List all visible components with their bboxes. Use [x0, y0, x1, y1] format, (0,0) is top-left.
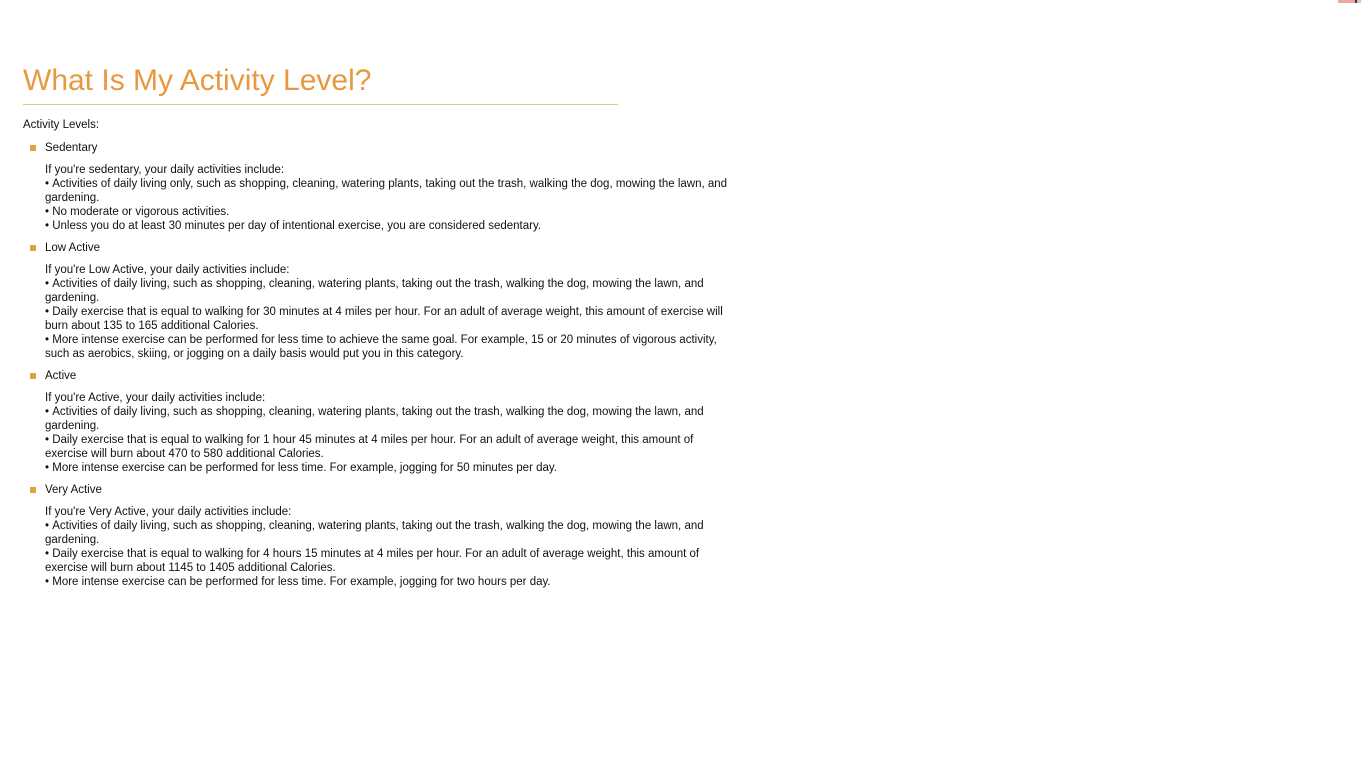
activity-section — [23, 141, 733, 233]
section-lead: If you're Low Active, your daily activities include: — [45, 264, 290, 276]
section-heading — [23, 483, 733, 497]
bullet-line: • No moderate or vigorous activities. — [45, 205, 733, 219]
section-label: Sedentary — [45, 142, 98, 154]
section-lead: If you're Active, your daily activities include: — [45, 392, 266, 404]
bullet-line: • More intense exercise can be performed for less time to achieve the same goal. For example, 15 or 20 minutes of vigorous activity, such as aerobics, skiing, or jogging on a daily basis would put you in this category. — [45, 333, 733, 361]
section-body — [45, 163, 733, 233]
activity-section — [23, 369, 733, 475]
bullet-line: • Daily exercise that is equal to walking for 30 minutes at 4 miles per hour. For an adult of average weight, this amount of exercise will burn about 135 to 165 additional Calories. — [45, 305, 733, 333]
square-bullet-icon — [30, 145, 36, 151]
section-heading — [23, 369, 733, 383]
bullet-line: • Unless you do at least 30 minutes per day of intentional exercise, you are considered sedentary. — [45, 219, 733, 233]
square-bullet-icon — [30, 487, 36, 493]
bullet-line: • More intense exercise can be performed for less time. For example, jogging for two hours per day. — [45, 575, 733, 589]
fragment-salmon-bar — [1338, 0, 1355, 3]
page-title: What Is My Activity Level? — [23, 64, 618, 105]
activity-level-sections — [23, 141, 733, 589]
bullet-line: • Daily exercise that is equal to walking for 1 hour 45 minutes at 4 miles per hour. For an adult of average weight, this amount of exercise will burn about 470 to 580 additional Calories. — [45, 433, 733, 461]
window-edge-fragment — [1338, 0, 1361, 3]
activity-section — [23, 483, 733, 589]
section-body — [45, 391, 733, 475]
section-lead: If you're Very Active, your daily activities include: — [45, 506, 292, 518]
bullet-line: • Activities of daily living only, such as shopping, cleaning, watering plants, taking out the trash, walking the dog, mowing the lawn, and gardening. — [45, 177, 733, 205]
section-label: Very Active — [45, 484, 102, 496]
bullet-line: • Activities of daily living, such as shopping, cleaning, watering plants, taking out the trash, walking the dog, mowing the lawn, and gardening. — [45, 277, 733, 305]
bullet-line: • Activities of daily living, such as shopping, cleaning, watering plants, taking out the trash, walking the dog, mowing the lawn, and gardening. — [45, 519, 733, 547]
square-bullet-icon — [30, 245, 36, 251]
section-label: Low Active — [45, 242, 100, 254]
square-bullet-icon — [30, 373, 36, 379]
section-body — [45, 505, 733, 589]
fragment-gray-tick — [1357, 0, 1361, 3]
bullet-line: • Activities of daily living, such as shopping, cleaning, watering plants, taking out the trash, walking the dog, mowing the lawn, and gardening. — [45, 405, 733, 433]
section-heading — [23, 141, 733, 155]
section-heading — [23, 241, 733, 255]
section-body — [45, 263, 733, 361]
bullet-line: • More intense exercise can be performed for less time. For example, jogging for 50 minutes per day. — [45, 461, 733, 475]
intro-text: Activity Levels: — [23, 119, 100, 131]
activity-section — [23, 241, 733, 361]
help-content — [23, 64, 733, 597]
bullet-line: • Daily exercise that is equal to walking for 4 hours 15 minutes at 4 miles per hour. For an adult of average weight, this amount of exercise will burn about 1145 to 1405 additional Calories. — [45, 547, 733, 575]
section-lead: If you're sedentary, your daily activities include: — [45, 164, 285, 176]
section-label: Active — [45, 370, 77, 382]
